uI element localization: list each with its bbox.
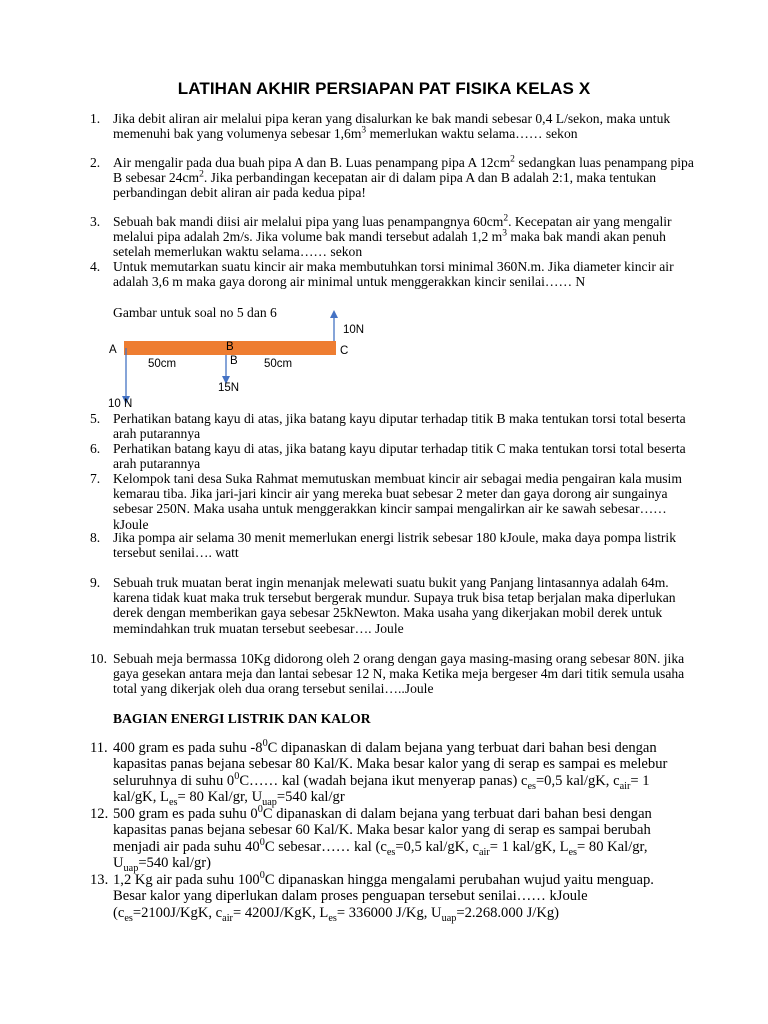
question-number: 3. (90, 214, 101, 229)
distance-bc-label: 50cm (264, 358, 293, 370)
section-heading: BAGIAN ENERGI LISTRIK DAN KALOR (113, 711, 371, 726)
force-a-label: 10 N (108, 398, 133, 410)
question-11: 11. 400 gram es pada suhu $-8^0C$ dipanaskan di dalam bejana yang terbuat dari bahan besi dengan kapasitas panas bejana sebesar 80 Kal/K. Maka besar kalor yang di serap es sampai es melebur seluruhnya di suhu $0^0C\dots\dots$ kal (wadah bejana ikut menyerap panas) $c_{es}=0,5$ kal/gK, $c_{air}= 1$ kal/gK, $L_{es}= 80$ Kal/gr, $U_{uap}=540$ kal/gr (90, 738, 668, 809)
question-number: 8. (90, 530, 101, 545)
question-number: 11. (90, 740, 108, 756)
point-a-label: A (109, 344, 117, 356)
question-number: 10. (90, 651, 107, 666)
question-8: 8. Jika pompa air selama 30 menit memerlukan energi listrik sebesar 180 kJoule, maka daya pompa listrik tersebut senilai…. watt (90, 530, 676, 561)
question-2: 2. Air mengalir pada dua buah pipa A dan B. Luas penampang pipa A $12cm^2$ sedangkan luas penampang pipa B sebesar $24cm^2$. Jika perbandingan kecepatan air di dalam pipa A dan B adalah 2:1, maka tentukan perbandingan debit aliran air pada kedua pipa! (90, 154, 694, 201)
question-5: 5. Perhatikan batang kayu di atas, jika batang kayu diputar terhadap titik B maka tentukan torsi total beserta arah putarannya (90, 411, 686, 442)
question-number: 5. (90, 411, 101, 426)
question-number: 4. (90, 259, 101, 274)
distance-ab-label: 50cm (148, 358, 177, 370)
question-number: 9. (90, 575, 101, 590)
force-b-label: 15N (218, 382, 240, 394)
question-number: 7. (90, 471, 101, 486)
question-13: 13. 1,2 Kg air pada suhu $100^0C$ dipanaskan hingga mengalami perubahan wujud yaitu menguap. Besar kalor yang diperlukan dalam proses penguapan tersebut senilai…… kJoule ($c_{es}=2100J$/KgK, $c_{air}= 4200J/KgK$, $L_{es}= 336000$ J/Kg, $U_{uap}=2.268.000$ J/Kg) (90, 870, 654, 924)
point-b-label: B (226, 341, 234, 353)
point-c-label: C (340, 345, 349, 357)
question-9: 9. Sebuah truk muatan berat ingin menanjak melewati suatu bukit yang Panjang lintasannya adalah 64m. karena tidak kuat maka truk tersebut bergerak mundur. Supaya truk bisa tetap berjalan maka diperlukan derek dengan memberikan gaya sebesar 25kNewton. Maka usaha yang dikerjakan mobil derek untuk memindahkan truk muatan tersebut seebesar…. Joule (90, 575, 676, 636)
question-number: 1. (90, 111, 101, 126)
question-10: 10. Sebuah meja bermassa 10Kg didorong oleh 2 orang dengan gaya masing-masing orang sebesar 80N. jika gaya gesekan antara meja dan lantai sebesar 12 N, maka Ketika meja bergeser 4m dari titik semula usaha total yang dikerjak oleh dua orang tersebut senilai…..Joule (90, 651, 685, 697)
question-3: 3. Sebuah bak mandi diisi air melalui pipa yang luas penampangnya $60cm^2$. Kecepatan air yang mengalir melalui pipa adalah 2m/s. Jika volume bak mandi tersebut adalah 1,2 $m^3$ maka bak mandi akan penuh setelah memerlukan waktu selama…… sekon (90, 213, 672, 260)
page-title: LATIHAN AKHIR PERSIAPAN PAT FISIKA KELAS X (177, 79, 591, 98)
question-7: 7. Kelompok tani desa Suka Rahmat memutuskan membuat kincir air sebagai media pengairan kala musim kemarau tiba. Jika jari-jari kincir air yang mereka buat sebesar 2 meter dan gaya dorong air sungainya sebesar 250N. Maka usaha untuk menggerakkan kincir sampai mengalirkan air ke sawah sebesar…… kJoule (90, 471, 682, 532)
question-12: 12. 500 gram es pada suhu $0^0C$ dipanaskan di dalam bejana yang terbuat dari bahan besi dengan kapasitas panas bejana sebesar 60 Kal/K. Maka besar kalor yang di serap es sampai berubah menjadi air pada suhu $40^0C$ sebesar…… kal ($c_{es}=0,5$ kal/gK, $c_{air}= 1$ kal/gK, $L_{es}= 80$ Kal/gr, $U_{uap}=540$ kal/gr) (90, 804, 652, 875)
question-number: 13. (90, 872, 109, 888)
question-1: 1. Jika debit aliran air melalui pipa keran yang disalurkan ke bak mandi sebesar 0,4 L/sekon, maka untuk memenuhi bak yang volumenya sebesar $1,6m^3$ memerlukan waktu selama…… sekon (90, 111, 671, 142)
question-number: 6. (90, 441, 101, 456)
question-number: 2. (90, 155, 101, 170)
question-4: 4. Untuk memutarkan suatu kincir air maka membutuhkan torsi minimal 360N.m. Jika diameter kincir air adalah 3,6 m maka gaya dorong air minimal untuk menggerakkan kincir senilai…… N (90, 259, 674, 290)
question-6: 6. Perhatikan batang kayu di atas, jika batang kayu diputar terhadap titik C maka tentukan torsi total beserta arah putarannya (90, 441, 686, 472)
figure-caption: Gambar untuk soal no 5 dan 6 (113, 305, 277, 320)
question-number: 12. (90, 806, 109, 822)
point-b-label-lower: B (230, 355, 238, 367)
force-c-label: 10N (343, 324, 365, 336)
